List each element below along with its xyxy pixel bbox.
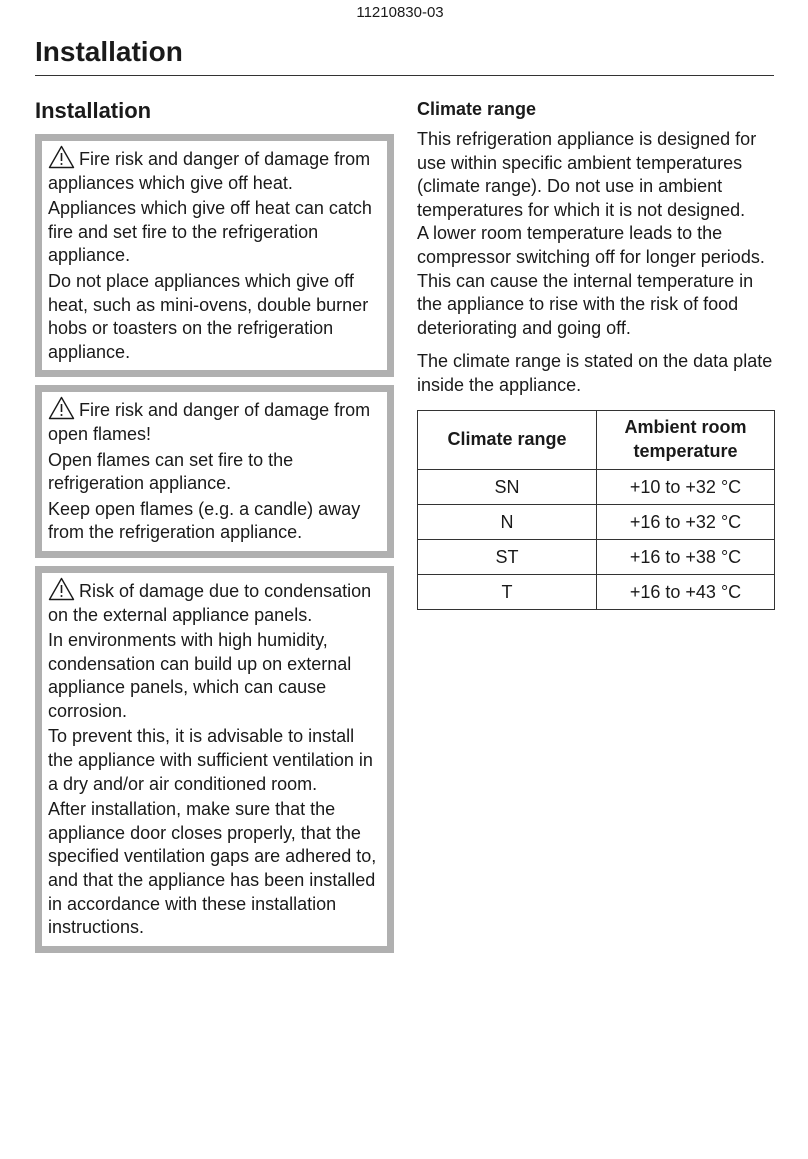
warning-heading-text: Fire risk and danger of damage from appliances which give off heat. [48,149,371,193]
climate-range-table [417,410,775,610]
table-row [418,469,775,504]
table-cell-temperature: +16 to +38 °C [597,539,775,574]
table-header-climate-range: Climate range [418,410,597,469]
warning-text: Appliances which give off heat can catch fire and set fire to the refrigeration appliance. [48,198,372,266]
warning-heading-text: Fire risk and danger of damage from open flames! [48,400,371,444]
table-header-ambient-temperature: Ambient room temperature [597,410,775,469]
warning-triangle-icon [48,577,75,601]
left-column [35,96,394,961]
chapter-divider [35,75,774,76]
table-cell-temperature: +16 to +43 °C [597,574,775,609]
table-row [418,504,775,539]
chapter-title: Installation [35,36,183,67]
warning-text: Open flames can set fire to the refrigeration appliance. [48,449,294,494]
warning-triangle-icon [48,145,75,169]
warning-heading [48,396,381,446]
warning-text: To prevent this, it is advisable to install the appliance with sufficient ventilation in a dry and/or air conditioned room. [48,726,373,794]
table-cell-climate-class: ST [418,539,597,574]
section-title: Installation [35,98,152,123]
table-header-row [418,410,775,469]
climate-range-title: Climate range [417,99,537,119]
climate-paragraph-3: The climate range is stated on the data plate inside the appliance. [417,351,773,395]
warning-heading [48,577,381,627]
table-cell-temperature: +16 to +32 °C [597,504,775,539]
table-cell-climate-class: N [418,504,597,539]
warning-box-condensation [35,566,394,953]
warning-triangle-icon [48,396,75,420]
warning-box-heat [35,134,394,377]
warning-box-flames [35,385,394,558]
table-row [418,574,775,609]
document-number: 11210830-03 [356,4,444,21]
climate-paragraph-1: This refrigeration appliance is designed for use within specific ambient temperatures (climate range). Do not use in ambient temperatures for which it is not designed. [417,129,757,220]
table-cell-climate-class: SN [418,469,597,504]
warning-heading-text: Risk of damage due to condensation on the external appliance panels. [48,580,372,625]
table-cell-climate-class: T [418,574,597,609]
warning-text: In environments with high humidity, condensation can build up on external appliance panels, which can cause corrosion. [48,630,352,721]
warning-text: After installation, make sure that the appliance door closes properly, that the specified ventilation gaps are adhered to, and that the appliance has been installed in accordance with these installation instructions. [48,799,377,938]
warning-text: Keep open flames (e.g. a candle) away from the refrigeration appliance. [48,498,361,543]
table-cell-temperature: +10 to +32 °C [597,469,775,504]
climate-paragraph-2: A lower room temperature leads to the compressor switching off for longer periods. This can cause the internal temperature in the appliance to rise with the risk of food deteriorating and going off. [417,223,765,338]
warning-text: Do not place appliances which give off heat, such as mini-ovens, double burner hobs or toasters on the refrigeration appliance. [48,270,369,362]
right-column [417,96,782,610]
table-row [418,539,775,574]
warning-heading [48,145,381,195]
